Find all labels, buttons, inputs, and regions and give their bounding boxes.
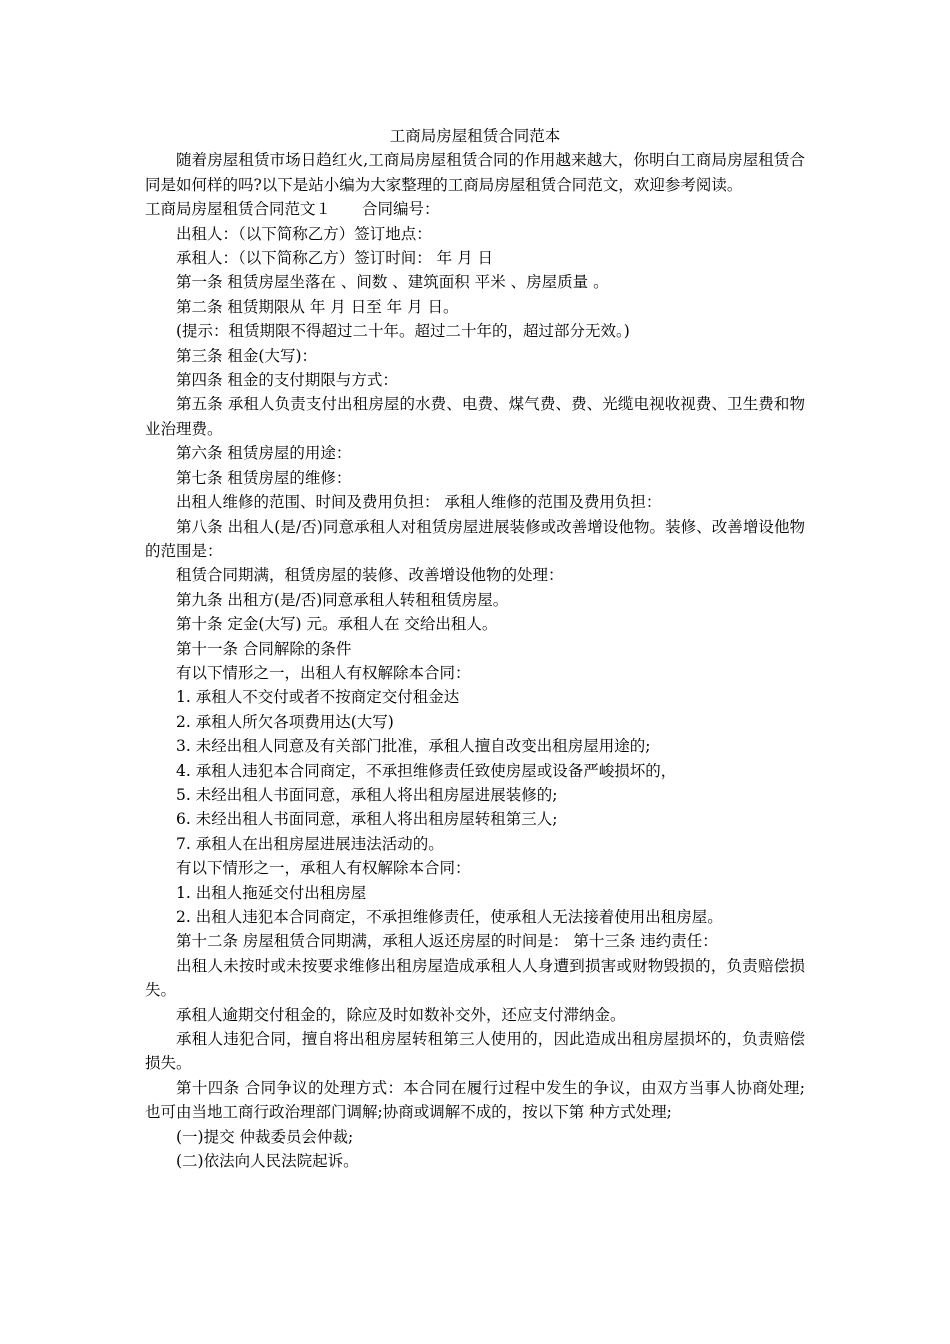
- document-title: 工商局房屋租赁合同范本: [389, 127, 561, 145]
- paragraph: (二)依法向人民法院起诉。: [176, 1152, 359, 1171]
- paragraph: 承租人：（以下简称乙方）签订时间： 年 月 日: [176, 249, 494, 268]
- paragraph: 第八条 出租人(是/否)同意承租人对租赁房屋进展装修或改善增设他物。装修、改善增设他物的范围是：: [145, 517, 805, 560]
- paragraph: 第九条 出租方(是/否)同意承租人转租租赁房屋。: [176, 590, 509, 609]
- paragraph: 第一条 租赁房屋坐落在 、间数 、建筑面积 平米 、房屋质量 。: [176, 273, 609, 292]
- paragraph: 承租人逾期交付租金的，除应及时如数补交外，还应支付滞纳金。: [176, 1005, 626, 1024]
- paragraph: 租赁合同期满，租赁房屋的装修、改善增设他物的处理：: [176, 566, 564, 585]
- paragraph: 随着房屋租赁市场日趋红火,工商局房屋租赁合同的作用越来越大，你明白工商局房屋租赁合同是如何样的吗?以下是站小编为大家整理的工商局房屋租赁合同范文，欢迎参考阅读。: [145, 151, 805, 194]
- paragraph: 1. 承租人不交付或者不按商定交付租金达: [176, 688, 460, 707]
- paragraph: 5. 未经出租人书面同意，承租人将出租房屋进展装修的;: [176, 785, 558, 804]
- paragraph: 2. 出租人违犯本合同商定，不承担维修责任，使承租人无法接着使用出租房屋。: [176, 908, 723, 926]
- paragraph: 第七条 租赁房屋的维修：: [176, 468, 352, 487]
- paragraph: (提示：租赁期限不得超过二十年。超过二十年的，超过部分无效。): [176, 322, 630, 341]
- paragraph: 4. 承租人违犯本合同商定，不承担维修责任致使房屋或设备严峻损坏的，: [176, 761, 677, 780]
- paragraph: 第四条 租金的支付期限与方式：: [176, 371, 398, 390]
- paragraph: 第十一条 合同解除的条件: [176, 639, 352, 658]
- paragraph: 第六条 租赁房屋的用途：: [176, 444, 352, 463]
- paragraph: 第十四条 合同争议的处理方式：本合同在履行过程中发生的争议，由双方当事人协商处理; 也可由当地工商行政治理部门调解;协商或调解不成的，按以下第 种方式处理;: [145, 1078, 805, 1122]
- document-body: [145, 148, 805, 1173]
- paragraph: 出租人维修的范围、时间及费用负担： 承租人维修的范围及费用负担：: [176, 493, 662, 512]
- paragraph: 第十条 定金(大写) 元。承租人在 交给出租人。: [176, 615, 498, 634]
- paragraph: 有以下情形之一，出租人有权解除本合同：: [176, 663, 471, 682]
- paragraph: 第五条 承租人负责支付出租房屋的水费、电费、煤气费、费、光缆电视收视费、卫生费和物业治理费。: [145, 395, 805, 438]
- paragraph: 6. 未经出租人书面同意，承租人将出租房屋转租第三人;: [176, 810, 558, 829]
- paragraph: 出租人：（以下简称乙方）签订地点：: [176, 224, 432, 243]
- document-page: [145, 124, 805, 1173]
- paragraph: 7. 承租人在出租房屋进展违法活动的。: [176, 834, 444, 853]
- paragraph: 第十二条 房屋租赁合同期满，承租人返还房屋的时间是： 第十三条 违约责任：: [176, 932, 718, 951]
- paragraph: 第二条 租赁期限从 年 月 日至 年 月 日。: [176, 297, 459, 316]
- paragraph: 1. 出租人拖延交付出租房屋: [176, 883, 367, 902]
- paragraph: 3. 未经出租人同意及有关部门批准，承租人擅自改变出租房屋用途的;: [176, 737, 651, 756]
- paragraph: (一)提交 仲裁委员会仲裁;: [176, 1127, 354, 1146]
- paragraph: 有以下情形之一，承租人有权解除本合同：: [176, 859, 471, 878]
- paragraph: 第三条 租金(大写)：: [176, 346, 318, 365]
- paragraph: 工商局房屋租赁合同范文１ 合同编号：: [145, 200, 440, 219]
- paragraph: 出租人未按时或未按要求维修出租房屋造成承租人人身遭到损害或财物毁损的，负责赔偿损失。: [145, 956, 805, 1000]
- paragraph: 2. 承租人所欠各项费用达(大写): [176, 712, 394, 731]
- paragraph: 承租人违犯合同，擅自将出租房屋转租第三人使用的，因此造成出租房屋损坏的，负责赔偿损失。: [145, 1030, 805, 1073]
